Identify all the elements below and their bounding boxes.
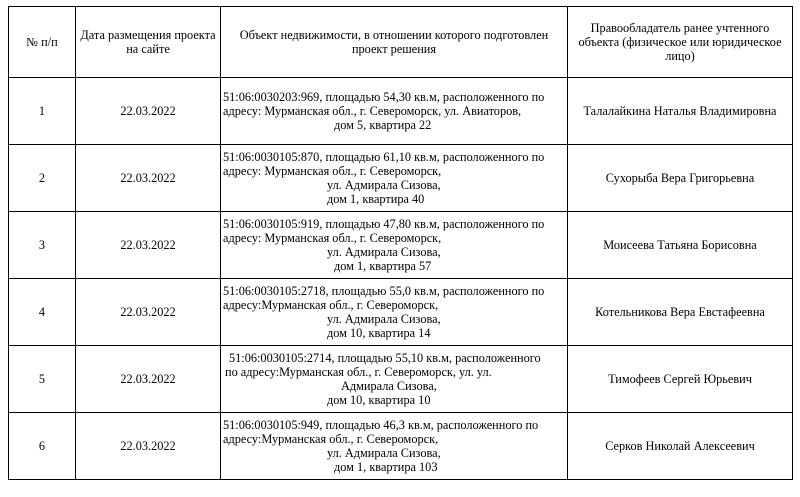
- object-line: адресу:Мурманская обл., г. Североморск,: [223, 432, 439, 446]
- header-owner: Правообладатель ранее учтенного объекта (физическое или юридическое лицо): [568, 7, 793, 78]
- object-line: дом 10, квартира 14: [327, 326, 431, 340]
- table-row: [9, 78, 793, 145]
- row-owner: Моисеева Татьяна Борисовна: [568, 212, 793, 279]
- row-num: 5: [9, 346, 76, 413]
- object-line: дом 1, квартира 40: [327, 192, 425, 206]
- row-num: 6: [9, 413, 76, 480]
- header-date: Дата размещения проекта на сайте: [76, 7, 221, 78]
- row-date: 22.03.2022: [76, 78, 221, 145]
- row-num: 1: [9, 78, 76, 145]
- row-object: [221, 279, 568, 346]
- object-line: по адресу:Мурманская обл., г. Североморск, ул. ул.: [225, 365, 492, 379]
- row-date: 22.03.2022: [76, 346, 221, 413]
- object-line: адресу: Мурманская обл., г. Североморск,: [223, 164, 442, 178]
- object-line: 51:06:0030105:2718, площадью 55,0 кв.м, расположенного по: [223, 284, 545, 298]
- object-line: адресу:Мурманская обл., г. Североморск,: [223, 298, 439, 312]
- object-line: 51:06:0030105:919, площадью 47,80 кв.м, расположенного по: [223, 217, 545, 231]
- row-object: [221, 78, 568, 145]
- table-row: [9, 279, 793, 346]
- object-line: дом 10, квартира 10: [327, 393, 431, 407]
- row-object: [221, 145, 568, 212]
- row-date: 22.03.2022: [76, 212, 221, 279]
- row-date: 22.03.2022: [76, 279, 221, 346]
- table-header-row: [9, 7, 793, 78]
- object-line: ул. Адмирала Сизова,: [327, 446, 441, 460]
- object-line: адресу: Мурманская обл., г. Североморск, ул. Авиаторов,: [223, 104, 522, 118]
- row-num: 3: [9, 212, 76, 279]
- header-object: Объект недвижимости, в отношении которого подготовлен проект решения: [221, 7, 568, 78]
- table-row: [9, 346, 793, 413]
- table-row: [9, 145, 793, 212]
- row-owner: Серков Николай Алексеевич: [568, 413, 793, 480]
- object-line: 51:06:0030105:870, площадью 61,10 кв.м, расположенного по: [223, 150, 545, 164]
- records-table: [8, 6, 793, 480]
- row-object: [221, 346, 568, 413]
- object-line: Адмирала Сизова,: [341, 379, 437, 393]
- object-line: 51:06:0030105:2714, площадью 55,10 кв.м, расположенного: [229, 351, 541, 365]
- row-owner: Тимофеев Сергей Юрьевич: [568, 346, 793, 413]
- row-date: 22.03.2022: [76, 145, 221, 212]
- object-line: дом 5, квартира 22: [334, 118, 432, 132]
- row-object: [221, 413, 568, 480]
- row-num: 4: [9, 279, 76, 346]
- row-owner: Котельникова Вера Евстафеевна: [568, 279, 793, 346]
- row-owner: Талалайкина Наталья Владимировна: [568, 78, 793, 145]
- row-date: 22.03.2022: [76, 413, 221, 480]
- object-line: 51:06:0030105:949, площадью 46,3 кв.м, расположенного по: [223, 418, 539, 432]
- object-line: ул. Адмирала Сизова,: [327, 312, 441, 326]
- object-line: дом 1, квартира 57: [334, 259, 432, 273]
- table-row: [9, 212, 793, 279]
- row-object: [221, 212, 568, 279]
- table-row: [9, 413, 793, 480]
- object-line: ул. Адмирала Сизова,: [327, 178, 441, 192]
- object-line: дом 1, квартира 103: [334, 460, 438, 474]
- object-line: 51:06:0030203:969, площадью 54,30 кв.м, расположенного по: [223, 90, 545, 104]
- row-num: 2: [9, 145, 76, 212]
- object-line: ул. Адмирала Сизова,: [327, 245, 441, 259]
- header-num: № п/п: [9, 7, 76, 78]
- row-owner: Сухорыба Вера Григорьевна: [568, 145, 793, 212]
- object-line: адресу: Мурманская обл., г. Североморск,: [223, 231, 442, 245]
